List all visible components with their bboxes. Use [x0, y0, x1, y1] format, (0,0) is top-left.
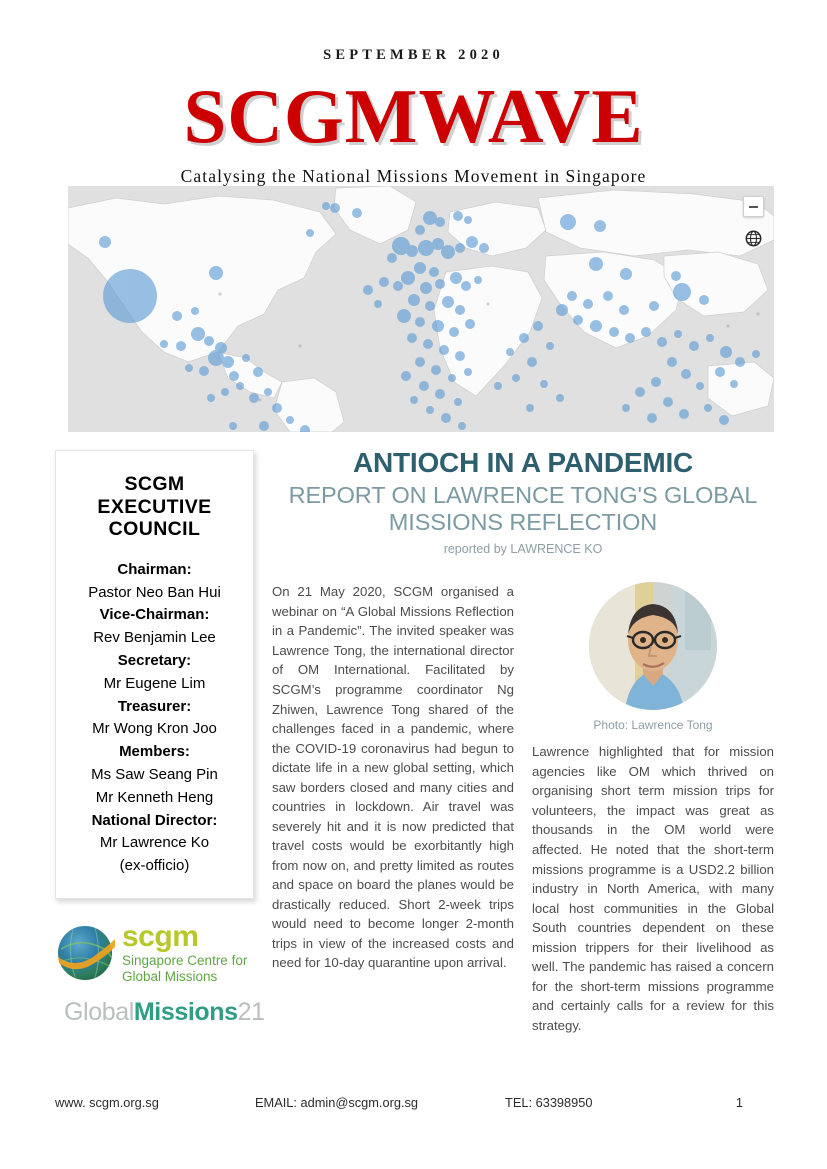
council-role: Vice-Chairman:	[99, 606, 210, 624]
logo-group	[55, 919, 265, 1027]
footer-email[interactable]: EMAIL: admin@scgm.org.sg	[255, 1095, 419, 1110]
article	[272, 448, 774, 1035]
footer-telephone: TEL: 63398950	[505, 1095, 593, 1110]
council-role: Secretary:	[117, 652, 192, 670]
council-name: (ex-officio)	[119, 857, 190, 875]
photo-caption: Photo: Lawrence Tong	[593, 718, 713, 733]
article-column-right	[532, 582, 774, 1035]
council-role: Chairman:	[117, 560, 192, 578]
globalmissions21-wordmark	[64, 997, 265, 1026]
scgm-globe-icon	[55, 923, 115, 983]
council-name: Pastor Neo Ban Hui	[88, 583, 221, 601]
council-role: Treasurer:	[117, 697, 192, 715]
issue-date: SEPTEMBER 2020	[323, 47, 504, 63]
minus-icon	[749, 206, 758, 208]
portrait-photo	[589, 582, 717, 710]
council-role: Members:	[119, 743, 190, 761]
scgm-wordblock	[122, 921, 247, 984]
council-title	[62, 473, 247, 541]
council-name: Mr Wong Kron Joo	[92, 720, 217, 738]
article-subtitle-line-1: REPORT ON LAWRENCE TONG'S GLOBAL	[288, 482, 758, 509]
council-title-line-2: EXECUTIVE	[97, 495, 212, 518]
article-subtitle-line-2: MISSIONS REFLECTION	[388, 508, 658, 535]
publication-wordmark: SCGMWAVE	[183, 73, 644, 159]
council-name: Mr Eugene Lim	[103, 674, 206, 692]
council-name: Mr Kenneth Heng	[95, 788, 214, 806]
scgm-logo	[55, 921, 260, 984]
gm21-part-2: Missions	[133, 997, 238, 1026]
article-column-left	[272, 582, 514, 1035]
publication-tagline: Catalysing the National Missions Movement in Singapore	[180, 166, 647, 186]
scgm-subtitle-line-2: Global Missions	[122, 968, 218, 984]
gm21-part-3: 21	[237, 997, 265, 1026]
scgm-wordmark: scgm	[122, 919, 199, 953]
map-zoom-out-button[interactable]	[743, 196, 764, 217]
article-title: ANTIOCH IN A PANDEMIC	[352, 447, 694, 478]
council-entry	[62, 559, 247, 605]
council-title-line-1: SCGM	[124, 473, 185, 495]
council-name: Ms Saw Seang Pin	[91, 766, 218, 783]
avatar	[589, 582, 717, 710]
council-entry	[62, 741, 247, 787]
council-role: National Director:	[91, 811, 218, 829]
masthead	[0, 0, 827, 185]
council-entry	[62, 650, 247, 696]
council-entry	[62, 810, 247, 856]
council-entry	[62, 787, 247, 810]
footer	[55, 1095, 775, 1110]
council-entry	[62, 696, 247, 742]
sidebar	[55, 450, 265, 1027]
map-canvas	[68, 186, 774, 432]
globalmissions21-logo	[55, 997, 265, 1027]
scgm-subtitle-line-1: Singapore Centre for	[122, 953, 248, 969]
globe-icon	[744, 229, 763, 248]
gm21-part-1: Global	[64, 997, 134, 1026]
map-globe-button[interactable]	[743, 228, 764, 249]
world-bubble-map[interactable]	[68, 186, 774, 432]
council-entry	[62, 604, 247, 650]
article-body-column-1: On 21 May 2020, SCGM organised a webinar on “A Global Missions Reflection in a Pandemic”. The invited speaker was Lawrence Tong, the international director of OM International. Facilitated by SCGM’s programme coordinator Ng Zhiwen, Lawrence Tong shared of the challenges faced in a pandemic, where the COVID-19 coronavirus had begun to dictate life in a new global setting, which saw borders closed and many cities and countries in lockdown. Air travel was severely hit and it is now predicted that travel costs would be exorbitantly high from now on, and pretty limited as routes and space on board the planes would be drastically reduced. Short 2-week trips would need to become longer 2-month trips in view of the increased costs and need for 10-day quarantine upon arrival.	[272, 584, 514, 971]
article-body-column-2: Lawrence highlighted that for mission agencies like OM which thrived on organising short term mission trips for volunteers, the impact was great as thousands in the OM world were affected. He noted that the short-term missions programme is a USD2.2 billion industry in North America, with many local host communities in the Global South countries dependent on these mission trippers for their livelihood as well. The pandemic has raised a concern for the short-term missions programme and certainly calls for a review for this strategy.	[532, 744, 774, 1033]
council-entry	[62, 855, 247, 878]
scgm-subtitle	[122, 953, 247, 984]
council-name: Mr Lawrence Ko	[99, 834, 210, 852]
council-title-line-3: COUNCIL	[108, 518, 201, 541]
council-member-list	[62, 559, 247, 878]
article-byline: reported by LAWRENCE KO	[443, 542, 603, 557]
footer-website[interactable]: www. scgm.org.sg	[55, 1095, 159, 1110]
article-columns	[272, 582, 774, 1035]
council-name: Rev Benjamin Lee	[93, 629, 216, 647]
photo-block	[532, 582, 774, 732]
executive-council-box	[55, 450, 254, 899]
article-subtitle	[272, 482, 774, 535]
footer-page-number: 1	[735, 1095, 743, 1110]
